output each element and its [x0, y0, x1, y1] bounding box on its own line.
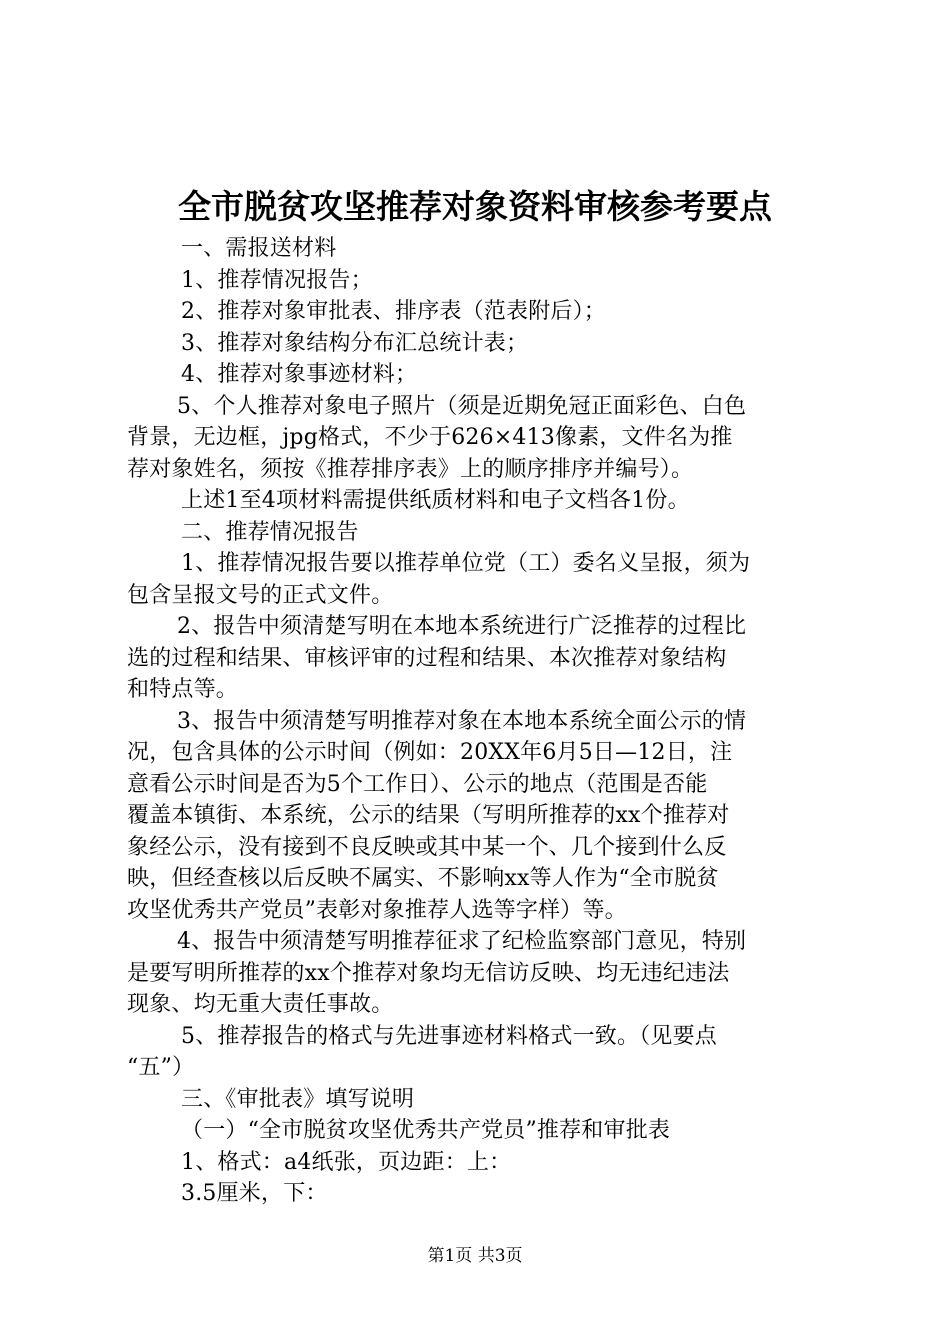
paragraph-line: “五”）	[127, 1055, 195, 1080]
paragraph-line: 3、报告中须清楚写明推荐对象在本地本系统全面公示的情	[177, 708, 747, 734]
section-heading: 二、推荐情况报告	[181, 519, 359, 545]
paragraph-line: 3、推荐对象结构分布汇总统计表；	[181, 330, 529, 356]
paragraph-line: 象经公示，没有接到不良反映或其中某一个、几个接到什么反	[127, 834, 727, 860]
paragraph-line: 是要写明所推荐的xx个推荐对象均无信访反映、均无违纪违法	[127, 960, 730, 986]
paragraph-line: 覆盖本镇街、本系统，公示的结果（写明所推荐的xx个推荐对	[127, 803, 730, 828]
paragraph-line: 背景，无边框，jpg格式，不少于626×413像素，文件名为推	[127, 425, 733, 450]
paragraph-line: 攻坚优秀共产党员”表彰对象推荐人选等字样）等。	[127, 897, 627, 923]
paragraph-line: 3.5厘米，下：	[181, 1181, 328, 1206]
paragraph-line: 况，包含具体的公示时间（例如：20XX年6月5日—12日，注	[127, 740, 733, 765]
page-footer: 第1页 共3页	[427, 1246, 523, 1266]
paragraph-line: 5、个人推荐对象电子照片（须是近期免冠正面彩色、白色	[177, 393, 747, 419]
subsection-heading: （一）“全市脱贫攻坚优秀共产党员”推荐和审批表	[181, 1118, 671, 1143]
document-title: 全市脱贫攻坚推荐对象资料审核参考要点	[178, 187, 772, 226]
paragraph-line: 2、报告中须清楚写明在本地本系统进行广泛推荐的过程比	[177, 614, 747, 639]
paragraph-line: 荐对象姓名，须按《推荐排序表》上的顺序排序并编号）。	[127, 456, 694, 482]
paragraph-line: 映，但经查核以后反映不属实、不影响xx等人作为“全市脱贫	[127, 866, 719, 891]
document-body	[127, 233, 831, 1210]
paragraph-line: 5、推荐报告的格式与先进事迹材料格式一致。（见要点	[181, 1023, 717, 1049]
paragraph-line: 2、推荐对象审批表、排序表（范表附后）；	[181, 299, 606, 324]
section-heading: 三、《审批表》填写说明	[181, 1086, 415, 1112]
paragraph-line: 选的过程和结果、审核评审的过程和结果、本次推荐对象结构	[127, 645, 727, 671]
paragraph-line: 4、推荐对象事迹材料；	[181, 362, 418, 387]
paragraph-line: 现象、均无重大责任事故。	[127, 992, 394, 1017]
paragraph-line: 包含呈报文号的正式文件。	[127, 582, 394, 608]
paragraph-line: 意看公示时间是否为5个工作日）、公示的地点（范围是否能	[127, 771, 708, 797]
paragraph-line: 上述1至4项材料需提供纸质材料和电子文档各1份。	[181, 488, 690, 513]
paragraph-line: 和特点等。	[127, 677, 239, 702]
section-heading: 一、需报送材料	[181, 236, 337, 261]
paragraph-line: 1、推荐情况报告；	[181, 267, 373, 293]
paragraph-line: 4、报告中须清楚写明推荐征求了纪检监察部门意见，特别	[177, 929, 747, 954]
paragraph-line: 1、推荐情况报告要以推荐单位党（工）委名义呈报，须为	[181, 551, 751, 576]
paragraph-line: 1、格式：a4纸张，页边距：上：	[181, 1149, 512, 1175]
